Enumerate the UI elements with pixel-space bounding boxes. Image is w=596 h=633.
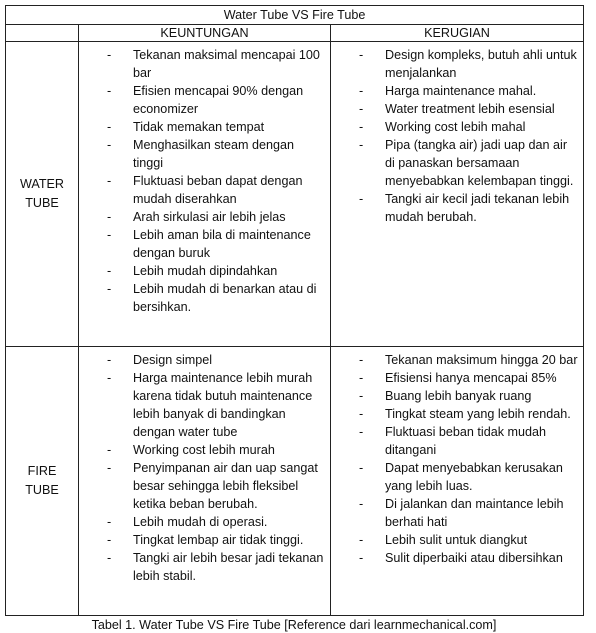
list-item (79, 172, 326, 208)
list-item (79, 136, 326, 172)
dash-bullet-icon: - (359, 407, 364, 421)
list-item-text: Working cost lebih mahal (385, 120, 526, 134)
water-tube-disadvantages-list (331, 42, 583, 226)
dash-bullet-icon: - (107, 533, 112, 547)
list-item-text: Lebih aman bila di maintenance dengan buruk (133, 228, 311, 260)
dash-bullet-icon: - (107, 228, 112, 242)
list-item (331, 100, 579, 118)
list-item-text: Working cost lebih murah (133, 443, 275, 457)
list-item (331, 495, 579, 531)
list-item-text: Lebih mudah di benarkan atau di bersihkan. (133, 282, 317, 314)
dash-bullet-icon: - (107, 138, 112, 152)
list-item-text: Tangki air lebih besar jadi tekanan lebih stabil. (133, 551, 324, 583)
list-item (79, 82, 326, 118)
list-item (331, 459, 579, 495)
list-item (331, 351, 579, 369)
list-item (331, 118, 579, 136)
list-item (79, 369, 326, 441)
list-item (79, 549, 326, 585)
list-item-text: Design kompleks, butuh ahli untuk menjalankan (385, 48, 577, 80)
fire-tube-advantages-cell (79, 347, 331, 616)
list-item (331, 531, 579, 549)
dash-bullet-icon: - (107, 353, 112, 367)
list-item (79, 459, 326, 513)
list-item (331, 82, 579, 100)
table-header-row (6, 25, 584, 42)
list-item (79, 531, 326, 549)
dash-bullet-icon: - (359, 84, 364, 98)
dash-bullet-icon: - (359, 48, 364, 62)
list-item (331, 46, 579, 82)
header-empty-cell (6, 25, 79, 42)
list-item-text: Fluktuasi beban dapat dengan mudah diserahkan (133, 174, 303, 206)
dash-bullet-icon: - (107, 48, 112, 62)
list-item-text: Buang lebih banyak ruang (385, 389, 532, 403)
dash-bullet-icon: - (359, 551, 364, 565)
row-label-fire-tube (6, 347, 79, 616)
dash-bullet-icon: - (359, 425, 364, 439)
dash-bullet-icon: - (107, 210, 112, 224)
dash-bullet-icon: - (107, 461, 112, 475)
list-item-text: Lebih sulit untuk diangkut (385, 533, 528, 547)
water-tube-advantages-list (79, 42, 330, 316)
document-body (5, 5, 583, 633)
dash-bullet-icon: - (359, 533, 364, 547)
list-item-text: Tekanan maksimum hingga 20 bar (385, 353, 578, 367)
list-item-text: Lebih mudah dipindahkan (133, 264, 278, 278)
table-title: Water Tube VS Fire Tube (6, 6, 584, 25)
water-tube-disadvantages-cell (331, 42, 584, 347)
dash-bullet-icon: - (359, 138, 364, 152)
list-item-text: Di jalankan dan maintance lebih berhati hati (385, 497, 564, 529)
list-item-text: Tingkat steam yang lebih rendah. (385, 407, 571, 421)
fire-tube-advantages-list (79, 347, 330, 585)
table-title-row (6, 6, 584, 25)
row-label-line: TUBE (25, 196, 59, 210)
list-item-text: Tidak memakan tempat (133, 120, 265, 134)
list-item (331, 136, 579, 190)
list-item-text: Pipa (tangka air) jadi uap dan air di panaskan bersamaan menyebabkan kelembapan tinggi. (385, 138, 574, 188)
row-label-line: TUBE (25, 483, 59, 497)
list-item (79, 280, 326, 316)
list-item-text: Tekanan maksimal mencapai 100 bar (133, 48, 320, 80)
dash-bullet-icon: - (359, 353, 364, 367)
list-item-text: Tingkat lembap air tidak tinggi. (133, 533, 304, 547)
row-label-line: FIRE (27, 464, 57, 478)
list-item (79, 513, 326, 531)
list-item-text: Fluktuasi beban tidak mudah ditangani (385, 425, 547, 457)
dash-bullet-icon: - (107, 443, 112, 457)
list-item (79, 46, 326, 82)
dash-bullet-icon: - (107, 371, 112, 385)
dash-bullet-icon: - (359, 102, 364, 116)
dash-bullet-icon: - (359, 389, 364, 403)
list-item (79, 226, 326, 262)
table-row-fire-tube (6, 347, 584, 616)
dash-bullet-icon: - (107, 515, 112, 529)
list-item-text: Sulit diperbaiki atau dibersihkan (385, 551, 563, 565)
list-item (79, 441, 326, 459)
fire-tube-disadvantages-cell (331, 347, 584, 616)
list-item (79, 208, 326, 226)
list-item (79, 351, 326, 369)
dash-bullet-icon: - (359, 371, 364, 385)
list-item-text: Penyimpanan air dan uap sangat besar sehingga lebih fleksibel ketika beban berubah. (133, 461, 318, 511)
list-item-text: Efisiensi hanya mencapai 85% (385, 371, 557, 385)
row-label-line: WATER (19, 177, 65, 191)
list-item-text: Lebih mudah di operasi. (133, 515, 268, 529)
list-item (331, 405, 579, 423)
dash-bullet-icon: - (107, 282, 112, 296)
list-item (331, 190, 579, 226)
list-item-text: Harga maintenance mahal. (385, 84, 537, 98)
list-item-text: Dapat menyebabkan kerusakan yang lebih luas. (385, 461, 563, 493)
water-tube-advantages-cell (79, 42, 331, 347)
dash-bullet-icon: - (359, 461, 364, 475)
dash-bullet-icon: - (107, 120, 112, 134)
dash-bullet-icon: - (107, 264, 112, 278)
dash-bullet-icon: - (107, 84, 112, 98)
list-item-text: Water treatment lebih esensial (385, 102, 555, 116)
table-row-water-tube (6, 42, 584, 347)
comparison-table (5, 5, 584, 616)
row-label-water-tube (6, 42, 79, 347)
fire-tube-disadvantages-list (331, 347, 583, 567)
dash-bullet-icon: - (359, 120, 364, 134)
list-item-text: Design simpel (133, 353, 213, 367)
list-item (331, 369, 579, 387)
list-item (79, 118, 326, 136)
list-item (79, 262, 326, 280)
list-item-text: Harga maintenance lebih murah karena tidak butuh maintenance lebih banyak di bandingkan dengan water tube (133, 371, 313, 439)
list-item-text: Menghasilkan steam dengan tinggi (133, 138, 295, 170)
list-item-text: Tangki air kecil jadi tekanan lebih mudah berubah. (385, 192, 570, 224)
list-item-text: Efisien mencapai 90% dengan economizer (133, 84, 304, 116)
header-advantages: KEUNTUNGAN (79, 25, 331, 42)
list-item (331, 387, 579, 405)
list-item-text: Arah sirkulasi air lebih jelas (133, 210, 286, 224)
dash-bullet-icon: - (359, 497, 364, 511)
table-caption: Tabel 1. Water Tube VS Fire Tube [Reference dari learnmechanical.com] (91, 618, 497, 632)
header-disadvantages: KERUGIAN (331, 25, 584, 42)
list-item (331, 423, 579, 459)
list-item (331, 549, 579, 567)
dash-bullet-icon: - (107, 551, 112, 565)
dash-bullet-icon: - (107, 174, 112, 188)
dash-bullet-icon: - (359, 192, 364, 206)
